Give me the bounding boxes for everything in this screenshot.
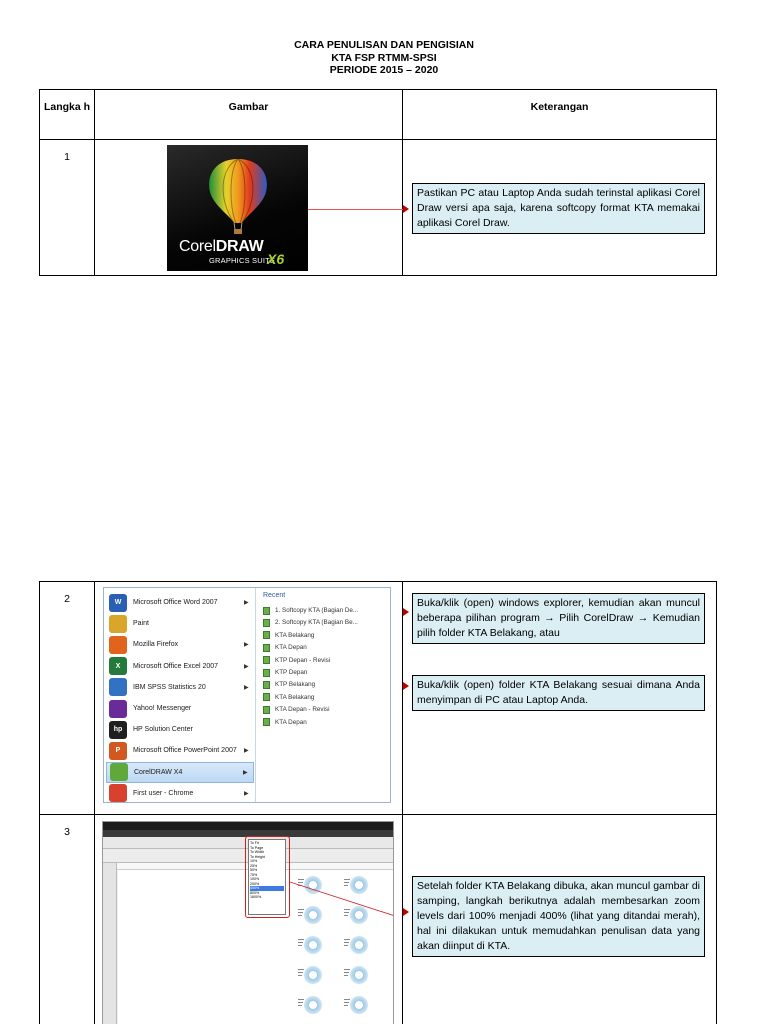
arrow-head-icon	[403, 908, 409, 916]
recent-item-label: KTA Depan	[275, 644, 307, 652]
coreldraw-logo	[167, 145, 308, 271]
menu-item-label: CorelDRAW X4	[134, 768, 183, 776]
menu-item-label: Microsoft Office PowerPoint 2007	[133, 747, 237, 755]
header-gambar: Gambar	[95, 90, 403, 140]
step-number: 1	[40, 140, 95, 276]
menu-item[interactable]	[106, 656, 254, 677]
file-icon	[263, 669, 270, 677]
recent-item[interactable]	[263, 717, 307, 728]
recent-item-label: KTA Belakang	[275, 693, 315, 701]
program-icon	[110, 763, 128, 781]
program-icon: hp	[109, 721, 127, 739]
zoom-option[interactable]: 100%	[250, 877, 260, 881]
file-icon	[263, 681, 270, 689]
file-icon	[263, 631, 270, 639]
menu-item-label: First user - Chrome	[133, 789, 194, 797]
program-icon: P	[109, 742, 127, 760]
corel-version-text: X6	[267, 251, 285, 267]
arrow-head-icon	[403, 682, 409, 690]
step-image-cell	[95, 815, 403, 1024]
program-icon: X	[109, 657, 127, 675]
file-icon	[263, 607, 270, 615]
recent-item[interactable]	[263, 642, 307, 653]
menu-item-label: Yahoo! Messenger	[133, 705, 192, 712]
zoom-option[interactable]: 200%	[250, 881, 260, 886]
menu-item[interactable]	[106, 634, 254, 655]
zoom-option[interactable]: To Height	[250, 854, 266, 859]
program-icon	[109, 615, 127, 633]
step-image-cell	[95, 582, 403, 815]
arrow-head-icon	[403, 608, 409, 616]
recent-item[interactable]	[263, 605, 358, 616]
header-keterangan: Keterangan	[403, 90, 717, 140]
menu-item-label: IBM SPSS Statistics 20	[133, 683, 206, 691]
corel-suite-text: GRAPHICS SUITE	[209, 256, 276, 265]
menu-item[interactable]	[106, 698, 254, 719]
menu-item[interactable]	[106, 613, 254, 634]
note-box: Setelah folder KTA Belakang dibuka, akan muncul gambar di samping, langkah berikutnya adalah membesarkan zoom levels dari 100% menjadi 400% (lihat yang ditandai merah), hal ini dilakukan untuk memudahkan penulisan data yang akan diinput di KTA.	[412, 876, 705, 957]
table-row	[40, 815, 717, 1024]
zoom-option[interactable]: To Width	[250, 850, 264, 854]
submenu-arrow-icon: ▶	[244, 748, 249, 755]
program-icon	[109, 678, 127, 696]
menu-item-label: Microsoft Office Excel 2007	[133, 662, 219, 670]
corel-brand-text: CorelDRAW	[179, 238, 264, 255]
program-icon	[109, 636, 127, 654]
title-line-2: KTA FSP RTMM-SPSI	[331, 51, 437, 64]
zoom-option[interactable]: 400%	[250, 886, 284, 891]
file-icon	[263, 718, 270, 726]
recent-item-label: KTA Belakang	[275, 631, 315, 639]
zoom-option[interactable]: 50%	[250, 868, 258, 872]
menu-item[interactable]	[106, 740, 254, 761]
menu-item[interactable]	[106, 719, 254, 740]
submenu-arrow-icon: ▶	[244, 684, 249, 691]
menu-item[interactable]	[106, 783, 254, 803]
submenu-arrow-icon: ▶	[243, 769, 248, 776]
recent-item[interactable]	[263, 655, 330, 666]
recent-item-label: KTP Depan - Revisi	[275, 656, 331, 664]
file-icon	[263, 693, 270, 701]
steps-table-2	[39, 581, 717, 1024]
submenu-arrow-icon: ▶	[244, 600, 249, 606]
zoom-option[interactable]: 25%	[250, 863, 258, 868]
file-icon	[263, 656, 270, 664]
menu-item-label: Microsoft Office Word 2007	[133, 599, 218, 606]
program-icon: W	[109, 594, 127, 612]
recent-item[interactable]	[263, 692, 314, 703]
menu-item[interactable]	[106, 677, 254, 698]
title-line-1: CARA PENULISAN DAN PENGISIAN	[294, 39, 474, 51]
zoom-option[interactable]: 10%	[250, 859, 258, 863]
file-icon	[263, 619, 270, 627]
title-line-3: PERIODE 2015 – 2020	[329, 64, 439, 76]
menu-item-label: Paint	[133, 620, 149, 628]
step-description-cell	[403, 815, 717, 1024]
header-langkah: Langka h	[40, 90, 95, 140]
recent-item-label: 2. Softcopy KTA (Bagian Be...	[275, 619, 358, 627]
recent-item-label: KTA Depan	[275, 718, 307, 726]
document-title	[0, 39, 768, 77]
step-number: 2	[40, 582, 95, 815]
coreldraw-app-screenshot	[102, 821, 394, 1024]
recent-title: Recent	[263, 592, 286, 599]
table-header-row	[40, 90, 717, 140]
step-image-cell	[95, 140, 403, 276]
step-number: 3	[40, 815, 95, 1024]
steps-table-1	[39, 89, 717, 276]
table-row	[40, 582, 717, 815]
recent-item[interactable]	[263, 667, 307, 678]
submenu-arrow-icon: ▶	[244, 663, 249, 670]
submenu-arrow-icon: ▶	[244, 642, 249, 649]
recent-item[interactable]	[263, 630, 314, 641]
program-icon	[109, 784, 127, 802]
program-icon	[109, 700, 127, 718]
arrow-head-icon	[403, 205, 409, 213]
recent-item[interactable]	[263, 679, 315, 690]
start-menu-programs	[104, 588, 256, 803]
note-box: Buka/klik (open) windows explorer, kemudian akan muncul beberapa pilihan program → Pilih CorelDraw → Kemudian pilih folder KTA Belakang, atau	[412, 593, 705, 644]
menu-item[interactable]	[106, 762, 254, 783]
note-box: Pastikan PC atau Laptop Anda sudah terinstal aplikasi Corel Draw versi apa saja, karena softcopy format KTA memakai aplikasi Corel Draw.	[412, 183, 705, 234]
pointer-line	[308, 209, 403, 210]
recent-item-label: KTP Belakang	[275, 681, 316, 689]
balloon-icon	[203, 157, 273, 237]
zoom-option[interactable]: 1600%	[250, 895, 262, 899]
recent-item[interactable]	[263, 704, 329, 715]
recent-item-label: 1. Softcopy KTA (Bagian De...	[275, 607, 359, 614]
step-description-cell	[403, 582, 717, 815]
step-description-cell	[403, 140, 717, 276]
note-box: Buka/klik (open) folder KTA Belakang sesuai dimana Anda menyimpan di PC atau Laptop Anda.	[412, 675, 705, 711]
pointer-line	[103, 822, 394, 1024]
file-icon	[263, 644, 270, 652]
zoom-option[interactable]: To Page	[250, 845, 264, 850]
recent-item[interactable]	[263, 617, 358, 628]
recent-item-label: KTP Depan	[275, 669, 308, 676]
zoom-option[interactable]: 800%	[250, 890, 260, 895]
zoom-option[interactable]: 75%	[250, 872, 258, 877]
table-row	[40, 140, 717, 276]
start-menu-screenshot	[103, 587, 391, 803]
start-menu-recent	[257, 588, 391, 803]
recent-item-label: KTA Depan - Revisi	[275, 706, 330, 714]
menu-item[interactable]	[106, 592, 254, 613]
submenu-arrow-icon: ▶	[244, 790, 249, 797]
file-icon	[263, 706, 270, 714]
zoom-option[interactable]: To Fit	[250, 841, 259, 845]
menu-item-label: Mozilla Firefox	[133, 641, 179, 649]
menu-item-label: HP Solution Center	[133, 726, 193, 734]
